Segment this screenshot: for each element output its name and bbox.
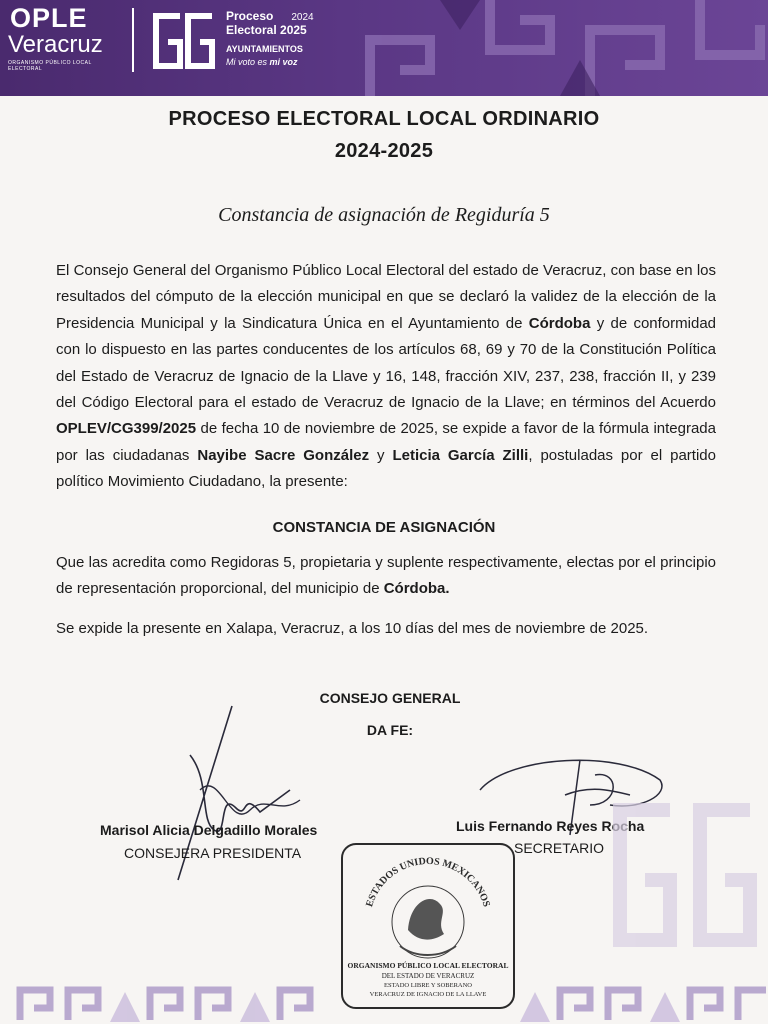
slogan-b: mi voz: [269, 57, 298, 67]
consejo-general-label: CONSEJO GENERAL: [319, 690, 461, 706]
header-banner: [0, 0, 768, 96]
document-title-line1: PROCESO ELECTORAL LOCAL ORDINARIO: [168, 108, 600, 130]
right-signer-role: SECRETARIO: [514, 840, 604, 856]
p1-name2: Leticia García Zilli: [392, 446, 529, 464]
slogan: [226, 56, 314, 69]
official-seal-icon: [340, 842, 516, 1010]
p2-municipio: Córdoba.: [383, 580, 450, 598]
p1-y: y: [369, 446, 393, 464]
document-subtitle: Constancia de asignación de Regiduría 5: [218, 204, 550, 226]
slogan-a: Mi voto es: [226, 57, 270, 67]
seal-arc-text: ESTADOS UNIDOS MEXICANOS: [364, 855, 492, 909]
process-line1: Proceso: [226, 9, 274, 23]
document-title-line2: 2024-2025: [334, 140, 434, 162]
p1-acuerdo: OPLEV/CG399/2025: [56, 420, 197, 438]
p1-c: de fecha 10 de noviembre de 2025, se expide a favor de la fórmula integrada por las ciudadanas: [56, 420, 716, 464]
header-divider: [132, 8, 134, 72]
ople-logo: [8, 4, 126, 76]
p1-b: y de conformidad con lo dispuesto en las partes conducentes de los artículos 68, 69 y 70 de la Constitución Política del Estado de Veracruz de Ignacio de la Llave y 16, 148, fracción XIV, 237, 238, fracción II, y 239 del Código Electoral para el estado de Veracruz de Ignacio de la Llave; en términos del Acuerdo: [56, 314, 717, 412]
fret-pattern-icon: [330, 0, 768, 96]
logo-top-text: OPLE: [10, 3, 88, 33]
p1-d: , postuladas por el partido político Movimiento Ciudadano, la presente:: [56, 446, 716, 491]
logo-mid-text: Veracruz: [8, 31, 103, 58]
left-signer-role: CONSEJERA PRESIDENTA: [124, 845, 302, 861]
third-paragraph: [56, 616, 716, 642]
watermark-gg-icon: [600, 790, 768, 970]
process-line2: Electoral 2025: [226, 23, 307, 37]
seal-line2: DEL ESTADO DE VERACRUZ: [381, 972, 475, 980]
process-line3: AYUNTAMIENTOS: [226, 44, 303, 54]
p1-a: El Consejo General del Organismo Público Local Electoral del estado de Veracruz, con base en los resultados del cómputo de la elección municipal en que se declaró la validez de la elección de la Presidencia Municipal y la Sindicatura Única en el Ayuntamiento de: [56, 262, 716, 332]
da-fe-label: DA FE:: [366, 722, 414, 738]
left-signer-name: Marisol Alicia Delgadillo Morales: [100, 822, 318, 838]
seal-line1: ORGANISMO PÚBLICO LOCAL ELECTORAL: [347, 961, 509, 970]
p2-a: Que las acredita como Regidoras 5, propietaria y suplente respectivamente, electas por el principio de representación proporcional, del municipio de: [56, 554, 716, 598]
seal-line3: ESTADO LIBRE Y SOBERANO: [383, 982, 473, 989]
gg-logo-icon: [150, 10, 218, 72]
signature-left-icon: [170, 700, 320, 890]
seal-line4: VERACRUZ DE IGNACIO DE LA LLAVE: [369, 991, 487, 998]
p1-municipio: Córdoba: [528, 314, 591, 332]
right-signer-name: Luis Fernando Reyes Rocha: [456, 818, 645, 834]
main-paragraph: [56, 258, 716, 496]
second-paragraph: [56, 550, 716, 603]
logo-sub-text: ORGANISMO PÚBLICO LOCAL ELECTORAL: [8, 60, 92, 72]
constancia-heading: CONSTANCIA DE ASIGNACIÓN: [272, 519, 496, 536]
process-year-start: 2024: [291, 12, 314, 23]
p1-name1: Nayibe Sacre González: [197, 446, 370, 464]
process-block: [226, 10, 314, 69]
p3-text: Se expide la presente en Xalapa, Veracruz, a los 10 días del mes de noviembre de 2025.: [56, 620, 649, 637]
